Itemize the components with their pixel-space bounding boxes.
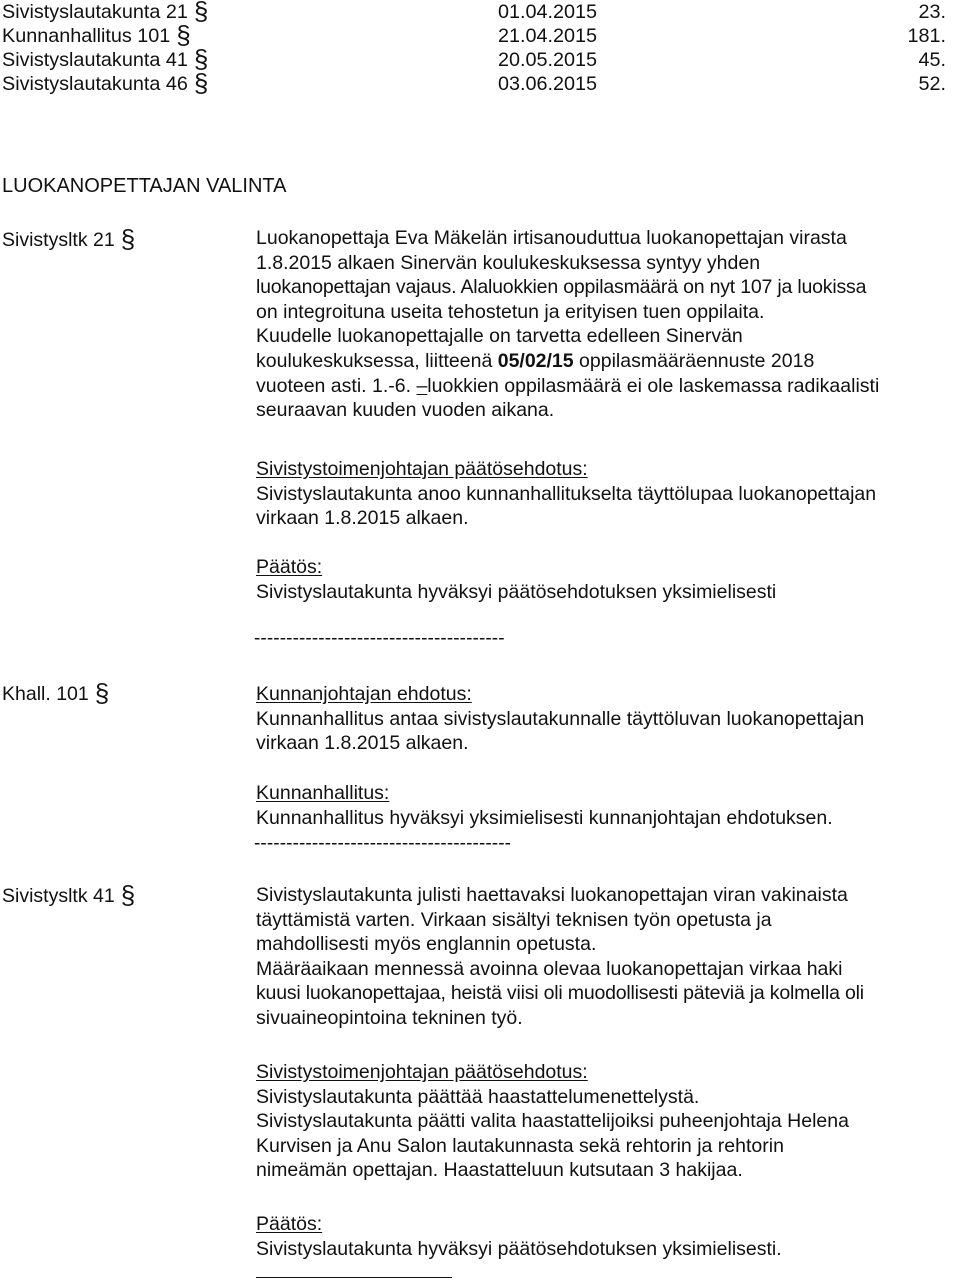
- decision-text: Sivistyslautakunta hyväksyi päätösehdotuksen yksimielisesti: [256, 580, 777, 603]
- proposal: [256, 457, 960, 531]
- section-sign-icon: §: [176, 20, 191, 50]
- separator: ---------------------------------------: [254, 628, 505, 649]
- section-body: [256, 883, 960, 1031]
- body-line: virkaan 1.8.2015 alkaen.: [256, 732, 469, 755]
- reference-body: Sivistyslautakunta 41 §: [2, 44, 209, 74]
- reference-row: [2, 44, 946, 74]
- body-line: seuraavan kuuden vuoden aikana.: [256, 399, 555, 422]
- body-line: Sivistyslautakunta julisti haettavaksi luokanopettajan viran vakinaista: [256, 884, 848, 906]
- separator: ----------------------------------------: [254, 833, 512, 854]
- body-line: on integroituna useita tehostetun ja erityisen tuen oppilaita.: [256, 300, 765, 323]
- proposal: [256, 682, 960, 756]
- section-sign-icon: §: [193, 0, 209, 26]
- reference-body: Kunnanhallitus 101 §: [2, 20, 191, 50]
- decision-heading: Päätös:: [256, 1213, 323, 1235]
- reference-page: 45.: [918, 49, 946, 71]
- proposal: [256, 1060, 960, 1183]
- reference-date: 20.05.2015: [498, 49, 598, 71]
- proposal-heading: Sivistystoimenjohtajan päätösehdotus:: [256, 458, 588, 480]
- body-line: koulukeskuksessa, liitteenä 05/02/15 oppilasmääräennuste 2018: [256, 349, 815, 372]
- body-line: Kuudelle luokanopettajalle on tarvetta edelleen Sinervän: [256, 325, 743, 348]
- section-label: Sivistysltk 41 §: [2, 880, 136, 910]
- section-label: Khall. 101 §: [2, 678, 110, 708]
- section-title: LUOKANOPETTAJAN VALINTA: [2, 175, 287, 197]
- attachment-number: 05/02/15: [497, 349, 574, 372]
- reference-body: Sivistyslautakunta 46 §: [2, 68, 209, 98]
- body-line: Sivistyslautakunta päätti valita haastattelijoiksi puheenjohtaja Helena: [256, 1110, 849, 1133]
- body-line: Sivistyslautakunta päättää haastattelumenettelystä.: [256, 1085, 700, 1108]
- body-line: täyttämistä varten. Virkaan sisältyi teknisen työn opetusta ja: [256, 908, 772, 931]
- proposal-heading: Kunnanjohtajan ehdotus:: [256, 683, 472, 705]
- decision-heading: Päätös:: [256, 556, 323, 578]
- reference-page: 181.: [907, 25, 946, 47]
- closing-rule: [256, 1277, 452, 1278]
- decision-text: Kunnanhallitus hyväksyi yksimielisesti kunnanjohtajan ehdotuksen.: [256, 806, 833, 829]
- reference-row: [2, 68, 946, 98]
- decision: [256, 1212, 960, 1261]
- reference-body: Sivistyslautakunta 21 §: [2, 0, 208, 25]
- body-line: 1.8.2015 alkaen Sinervän koulukeskuksessa syntyy yhden: [256, 251, 761, 274]
- reference-date: 01.04.2015: [498, 1, 598, 23]
- body-line: Kurvisen ja Anu Salon lautakunnasta sekä rehtorin ja rehtorin: [256, 1134, 784, 1157]
- body-line: Kunnanhallitus antaa sivistyslautakunnalle täyttöluvan luokanopettajan: [256, 707, 865, 730]
- reference-row: [2, 20, 946, 50]
- section-sign-icon: §: [94, 678, 110, 708]
- body-line: luokanopettajan vajaus. Alaluokkien oppilasmäärä on nyt 107 ja luokissa: [256, 276, 867, 299]
- body-line: nimeämän opettajan. Haastatteluun kutsutaan 3 hakijaa.: [256, 1159, 743, 1182]
- reference-date: 03.06.2015: [498, 73, 598, 95]
- section-sign-icon: §: [120, 224, 136, 254]
- body-line: vuoteen asti. 1.-6. –luokkien oppilasmäärä ei ole laskemassa radikaalisti: [256, 374, 880, 397]
- body-line: Luokanopettaja Eva Mäkelän irtisanouduttua luokanopettajan virasta: [256, 227, 847, 249]
- section-label: Sivistysltk 21 §: [2, 224, 136, 254]
- decision-text: Sivistyslautakunta hyväksyi päätösehdotuksen yksimielisesti.: [256, 1237, 782, 1260]
- body-line: kuusi luokanopettajaa, heistä viisi oli muodollisesti päteviä ja kolmella oli: [256, 982, 864, 1005]
- reference-page: 52.: [918, 73, 946, 95]
- body-line: mahdollisesti myös englannin opetusta.: [256, 933, 597, 956]
- reference-page: 23.: [918, 1, 946, 23]
- body-line: Sivistyslautakunta anoo kunnanhallitukselta täyttölupaa luokanopettajan: [256, 482, 877, 505]
- reference-row: [2, 0, 946, 26]
- section-body: [256, 226, 960, 423]
- proposal-heading: Sivistystoimenjohtajan päätösehdotus:: [256, 1061, 588, 1083]
- decision: [256, 781, 960, 830]
- body-line: virkaan 1.8.2015 alkaen.: [256, 507, 469, 530]
- section-sign-icon: §: [193, 44, 209, 74]
- decision-heading: Kunnanhallitus:: [256, 782, 390, 804]
- body-line: sivuaineopintoina tekninen työ.: [256, 1006, 523, 1029]
- section-sign-icon: §: [193, 68, 209, 98]
- decision: [256, 555, 960, 604]
- section-sign-icon: §: [120, 880, 136, 910]
- body-line: Määräaikaan mennessä avoinna olevaa luokanopettajan virkaa haki: [256, 957, 843, 980]
- reference-date: 21.04.2015: [498, 25, 598, 47]
